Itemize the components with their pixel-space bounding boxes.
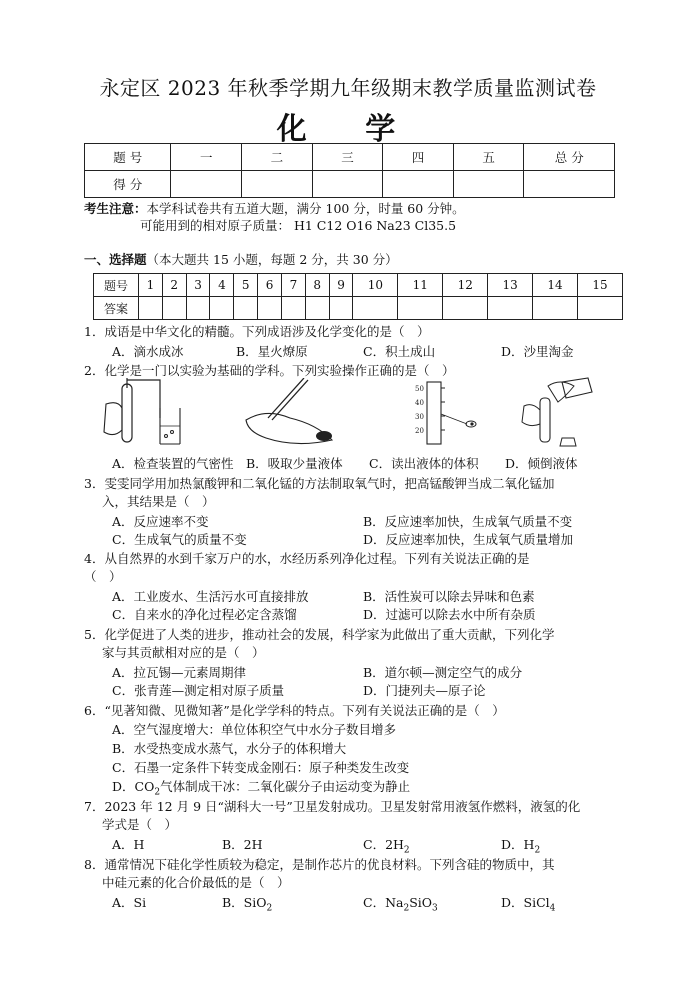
score-header-cell: 五 xyxy=(453,144,524,171)
answer-number: 8 xyxy=(305,274,329,297)
answer-number: 4 xyxy=(210,274,234,297)
q3-option-b: B．反应速率加快，生成氧气质量不变 xyxy=(363,514,573,529)
answer-number: 1 xyxy=(139,274,163,297)
score-cell[interactable] xyxy=(242,171,313,198)
q6-option-d xyxy=(112,777,410,798)
answer-number: 2 xyxy=(162,274,186,297)
answer-cell[interactable] xyxy=(353,297,398,320)
q7-option-b: B．2H xyxy=(222,837,263,852)
q7-d-sub: 2 xyxy=(534,845,541,856)
q3-option-a: A．反应速率不变 xyxy=(112,514,209,529)
q4-option-a: A．工业废水、生活污水可直接排放 xyxy=(112,589,309,604)
score-cell[interactable] xyxy=(383,171,454,198)
q4-option-c: C．自来水的净化过程必定含蒸馏 xyxy=(112,607,297,622)
answer-table xyxy=(93,273,623,320)
q3-option-c: C．生成氧气的质量不变 xyxy=(112,532,247,547)
question-1-stem: 1．成语是中华文化的精髓。下列成语涉及化学变化的是（ ） xyxy=(84,324,430,339)
q1-option-a: A．滴水成冰 xyxy=(112,344,184,359)
answer-number: 12 xyxy=(443,274,488,297)
score-header-cell: 一 xyxy=(171,144,242,171)
answer-number: 14 xyxy=(533,274,578,297)
score-header-row xyxy=(85,144,615,171)
q4-option-b: B．活性炭可以除去异味和色素 xyxy=(363,589,535,604)
q6-option-b: B．水受热变成水蒸气，水分子的体积增大 xyxy=(112,741,347,756)
score-table xyxy=(84,143,615,198)
airtight-check-figure xyxy=(100,378,210,450)
q8-b-pre: B．SiO xyxy=(222,895,267,910)
question-2-stem: 2．化学是一门以实验为基础的学科。下列实验操作正确的是（ ） xyxy=(84,363,455,378)
cylinder-mark: 40 xyxy=(415,399,424,407)
cylinder-mark: 50 xyxy=(415,385,424,393)
section-heading-rest: （本大题共 15 小题，每题 2 分，共 30 分） xyxy=(146,252,398,267)
score-cell[interactable] xyxy=(524,171,615,198)
question-4-stem-cont: （ ） xyxy=(84,569,122,584)
q6-d-pre: D．CO xyxy=(112,779,155,794)
answer-cell[interactable] xyxy=(139,297,163,320)
q8-option-a: A．Si xyxy=(112,895,147,910)
score-header-cell: 题 号 xyxy=(85,144,171,171)
score-value-row xyxy=(85,171,615,198)
q2-option-c: C．读出液体的体积 xyxy=(369,456,479,471)
answer-number: 5 xyxy=(234,274,258,297)
question-4-stem: 4．从自然界的水到千家万户的水，水经历系列净化过程。下列有关说法正确的是 xyxy=(84,551,530,566)
question-3-stem-cont: 入，其结果是（ ） xyxy=(102,494,215,509)
section-heading-bold: 一、选择题 xyxy=(84,252,147,267)
question-5-stem: 5．化学促进了人类的进步，推动社会的发展，科学家为此做出了重大贡献，下列化学 xyxy=(84,627,555,642)
score-cell[interactable] xyxy=(312,171,383,198)
graduated-cylinder-figure xyxy=(415,378,495,450)
q7-c-pre: C．2H xyxy=(363,837,404,852)
q7-option-a: A．H xyxy=(112,837,145,852)
question-5-stem-cont: 家与其贡献相对应的是（ ） xyxy=(102,645,265,660)
cylinder-mark: 20 xyxy=(415,427,424,435)
q7-c-sub: 2 xyxy=(403,845,410,856)
answer-cell[interactable] xyxy=(488,297,533,320)
answer-number-row xyxy=(94,274,623,297)
section-heading xyxy=(84,250,398,268)
answer-cell[interactable] xyxy=(443,297,488,320)
cylinder-mark: 30 xyxy=(415,413,424,421)
q1-option-b: B．星火燎原 xyxy=(236,344,308,359)
q8-b-sub: 2 xyxy=(266,903,273,914)
score-header-cell: 总 分 xyxy=(524,144,615,171)
score-header-cell: 二 xyxy=(242,144,313,171)
q5-option-a: A．拉瓦锡—元素周期律 xyxy=(112,665,247,680)
answer-cell[interactable] xyxy=(210,297,234,320)
answer-row-label: 题号 xyxy=(94,274,139,297)
q7-option-c xyxy=(363,835,410,856)
answer-cell[interactable] xyxy=(398,297,443,320)
question-8-stem: 8．通常情况下硅化学性质较为稳定，是制作芯片的优良材料。下列含硅的物质中，其 xyxy=(84,857,555,872)
q8-c-pre: C．Na xyxy=(363,895,404,910)
dropper-figure xyxy=(236,378,346,450)
answer-blank-row xyxy=(94,297,623,320)
answer-cell[interactable] xyxy=(305,297,329,320)
answer-cell[interactable] xyxy=(186,297,210,320)
q2-option-b: B．吸取少量液体 xyxy=(246,456,343,471)
q8-option-d xyxy=(501,893,555,914)
subject-title: 化 学 xyxy=(276,112,420,147)
exam-title: 永定区 2023 年秋季学期九年级期末教学质量监测试卷 xyxy=(99,76,597,100)
answer-number: 10 xyxy=(353,274,398,297)
atomic-mass-line: 可能用到的相对原子质量： H1 C12 O16 Na23 Cl35.5 xyxy=(140,218,457,233)
question-7-stem: 7．2023 年 12 月 9 日“湖科大一号”卫星发射成功。卫星发射常用液氢作燃料，液氢的化 xyxy=(84,799,581,814)
q8-d-sub: 4 xyxy=(549,903,556,914)
q6-d-sub: 2 xyxy=(154,787,161,798)
q6-d-post: 气体制成干冰：二氧化碳分子由运动变为静止 xyxy=(160,779,411,794)
q8-option-c xyxy=(363,893,438,914)
answer-cell[interactable] xyxy=(162,297,186,320)
q8-c-mid: SiO xyxy=(409,895,433,910)
q1-option-d: D．沙里淘金 xyxy=(501,344,574,359)
q3-option-d: D．反应速率加快，生成氧气质量增加 xyxy=(363,532,574,547)
q5-option-b: B．道尔顿—测定空气的成分 xyxy=(363,665,523,680)
pouring-liquid-figure xyxy=(518,376,598,450)
q8-c-sub2: 3 xyxy=(432,903,438,914)
question-7-stem-cont: 学式是（ ） xyxy=(102,817,178,832)
notice-label: 考生注意： xyxy=(84,201,147,216)
score-header-cell: 四 xyxy=(383,144,454,171)
notice-line xyxy=(84,199,465,217)
answer-number: 9 xyxy=(329,274,353,297)
q8-d-pre: D．SiCl xyxy=(501,895,550,910)
answer-number: 15 xyxy=(577,274,622,297)
q2-option-a: A．检查装置的气密性 xyxy=(112,456,234,471)
answer-cell[interactable] xyxy=(281,297,305,320)
q7-d-pre: D．H xyxy=(501,837,535,852)
q8-c-sub1: 2 xyxy=(403,903,410,914)
question-3-stem: 3．雯雯同学用加热氯酸钾和二氧化锰的方法制取氧气时，把高锰酸钾当成二氧化锰加 xyxy=(84,476,555,491)
q7-option-d xyxy=(501,835,540,856)
answer-number: 7 xyxy=(281,274,305,297)
q2-option-d: D．倾倒液体 xyxy=(505,456,578,471)
q6-option-a: A．空气湿度增大：单位体积空气中水分子数目增多 xyxy=(112,722,397,737)
answer-number: 3 xyxy=(186,274,210,297)
q4-option-d: D．过滤可以除去水中所有杂质 xyxy=(363,607,536,622)
answer-number: 11 xyxy=(398,274,443,297)
q8-option-b xyxy=(222,893,272,914)
score-cell[interactable] xyxy=(171,171,242,198)
score-row-label: 得 分 xyxy=(85,171,171,198)
answer-number: 13 xyxy=(488,274,533,297)
answer-cell[interactable] xyxy=(258,297,282,320)
answer-cell[interactable] xyxy=(577,297,622,320)
question-8-stem-cont: 中硅元素的化合价最低的是（ ） xyxy=(102,875,290,890)
answer-cell[interactable] xyxy=(533,297,578,320)
q6-option-c: C．石墨一定条件下转变成金刚石：原子种类发生改变 xyxy=(112,760,410,775)
q5-option-c: C．张青莲—测定相对原子质量 xyxy=(112,683,285,698)
q5-option-d: D．门捷列夫—原子论 xyxy=(363,683,486,698)
score-header-cell: 三 xyxy=(312,144,383,171)
answer-number: 6 xyxy=(258,274,282,297)
notice-text: 本学科试卷共有五道大题，满分 100 分，时量 60 分钟。 xyxy=(146,201,465,216)
q1-option-c: C．积土成山 xyxy=(363,344,436,359)
score-cell[interactable] xyxy=(453,171,524,198)
question-6-stem: 6．“见著知微、见微知著”是化学学科的特点。下列有关说法正确的是（ ） xyxy=(84,703,505,718)
answer-cell[interactable] xyxy=(234,297,258,320)
answer-row-label: 答案 xyxy=(94,297,139,320)
answer-cell[interactable] xyxy=(329,297,353,320)
